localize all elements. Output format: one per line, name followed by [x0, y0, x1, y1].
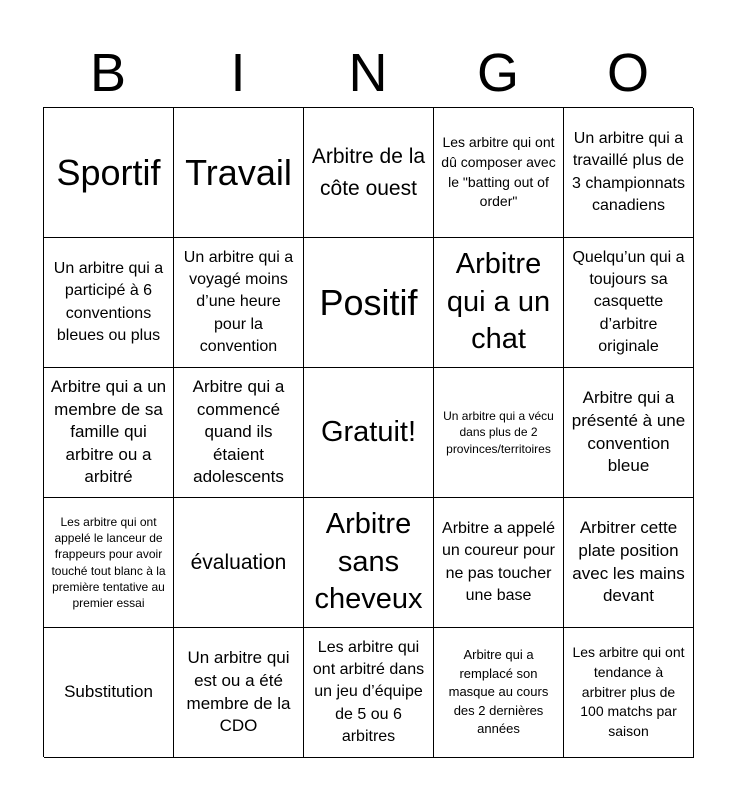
cell-text: Un arbitre qui a participé à 6 conventions bleues ou plus — [53, 260, 164, 344]
cell-text: Positif — [319, 281, 418, 323]
bingo-cell[interactable] — [174, 238, 304, 368]
bingo-cell[interactable] — [44, 498, 174, 628]
bingo-cell[interactable] — [434, 498, 564, 628]
bingo-cell[interactable] — [174, 368, 304, 498]
cell-text: Arbitre qui a présenté à une convention bleue — [571, 388, 686, 476]
cell-text: Arbitre qui a commencé quand ils étaient adolescents — [192, 376, 285, 487]
bingo-header — [43, 40, 693, 106]
bingo-cell[interactable] — [564, 628, 694, 758]
bingo-cell[interactable] — [304, 108, 434, 238]
bingo-cell[interactable] — [44, 108, 174, 238]
cell-text: Un arbitre qui a voyagé moins d’une heure pour la convention — [183, 249, 294, 355]
cell-text: Arbitre qui a un chat — [446, 247, 551, 356]
bingo-cell[interactable] — [44, 238, 174, 368]
bingo-cell[interactable] — [44, 368, 174, 498]
cell-text: Les arbitre qui ont tendance à arbitrer plus de 100 matchs par saison — [572, 643, 685, 740]
bingo-cell[interactable] — [434, 238, 564, 368]
bingo-cell[interactable] — [174, 108, 304, 238]
bingo-cell[interactable] — [434, 108, 564, 238]
bingo-cell[interactable] — [174, 498, 304, 628]
bingo-cell[interactable] — [564, 498, 694, 628]
cell-text: Les arbitre qui ont appelé le lanceur de frappeurs pour avoir touché tout blanc à la première tentative au premier essai — [51, 514, 166, 610]
bingo-cell[interactable] — [304, 628, 434, 758]
bingo-cell[interactable] — [44, 628, 174, 758]
cell-text: Un arbitre qui a vécu dans plus de 2 provinces/territoires — [443, 409, 554, 456]
bingo-cell[interactable] — [564, 238, 694, 368]
cell-text: évaluation — [190, 550, 287, 574]
cell-text: Arbitre sans cheveux — [314, 507, 423, 616]
cell-text: Un arbitre qui est ou a été membre de la CDO — [186, 648, 291, 736]
bingo-cell[interactable] — [304, 238, 434, 368]
cell-text: Un arbitre qui a travaillé plus de 3 championnats canadiens — [572, 130, 685, 214]
cell-text: Arbitrer cette plate position avec les mains devant — [572, 518, 685, 606]
cell-text: Travail — [185, 151, 292, 193]
bingo-cell[interactable] — [434, 628, 564, 758]
cell-text: Arbitre de la côte ouest — [311, 145, 426, 200]
bingo-cell[interactable] — [304, 368, 434, 498]
header-letter-b: B — [89, 43, 127, 103]
header-letter-n: N — [348, 43, 388, 103]
cell-text: Sportif — [56, 151, 161, 193]
cell-text: Arbitre qui a un membre de sa famille qui arbitre ou a arbitré — [50, 376, 167, 487]
bingo-cell[interactable] — [564, 108, 694, 238]
bingo-cell[interactable] — [564, 368, 694, 498]
cell-text: Les arbitre qui ont dû composer avec le "batting out of order" — [441, 133, 556, 210]
header-letter-g: G — [476, 43, 519, 103]
bingo-cell[interactable] — [174, 628, 304, 758]
cell-text: Les arbitre qui ont arbitré dans un jeu d’équipe de 5 ou 6 arbitres — [312, 639, 425, 745]
bingo-cell[interactable] — [434, 368, 564, 498]
header-letter-o: O — [606, 43, 649, 103]
cell-text: Arbitre a appelé un coureur pour ne pas toucher une base — [442, 520, 555, 604]
bingo-grid — [43, 107, 693, 757]
cell-text: Gratuit! — [320, 415, 417, 448]
header-letter-i: I — [230, 43, 246, 103]
cell-text: Quelqu’un qui a toujours sa casquette d’arbitre originale — [572, 249, 685, 355]
bingo-cell[interactable] — [304, 498, 434, 628]
cell-text: Substitution — [64, 682, 153, 702]
cell-text: Arbitre qui a remplacé son masque au cours des 2 dernières années — [448, 647, 549, 737]
